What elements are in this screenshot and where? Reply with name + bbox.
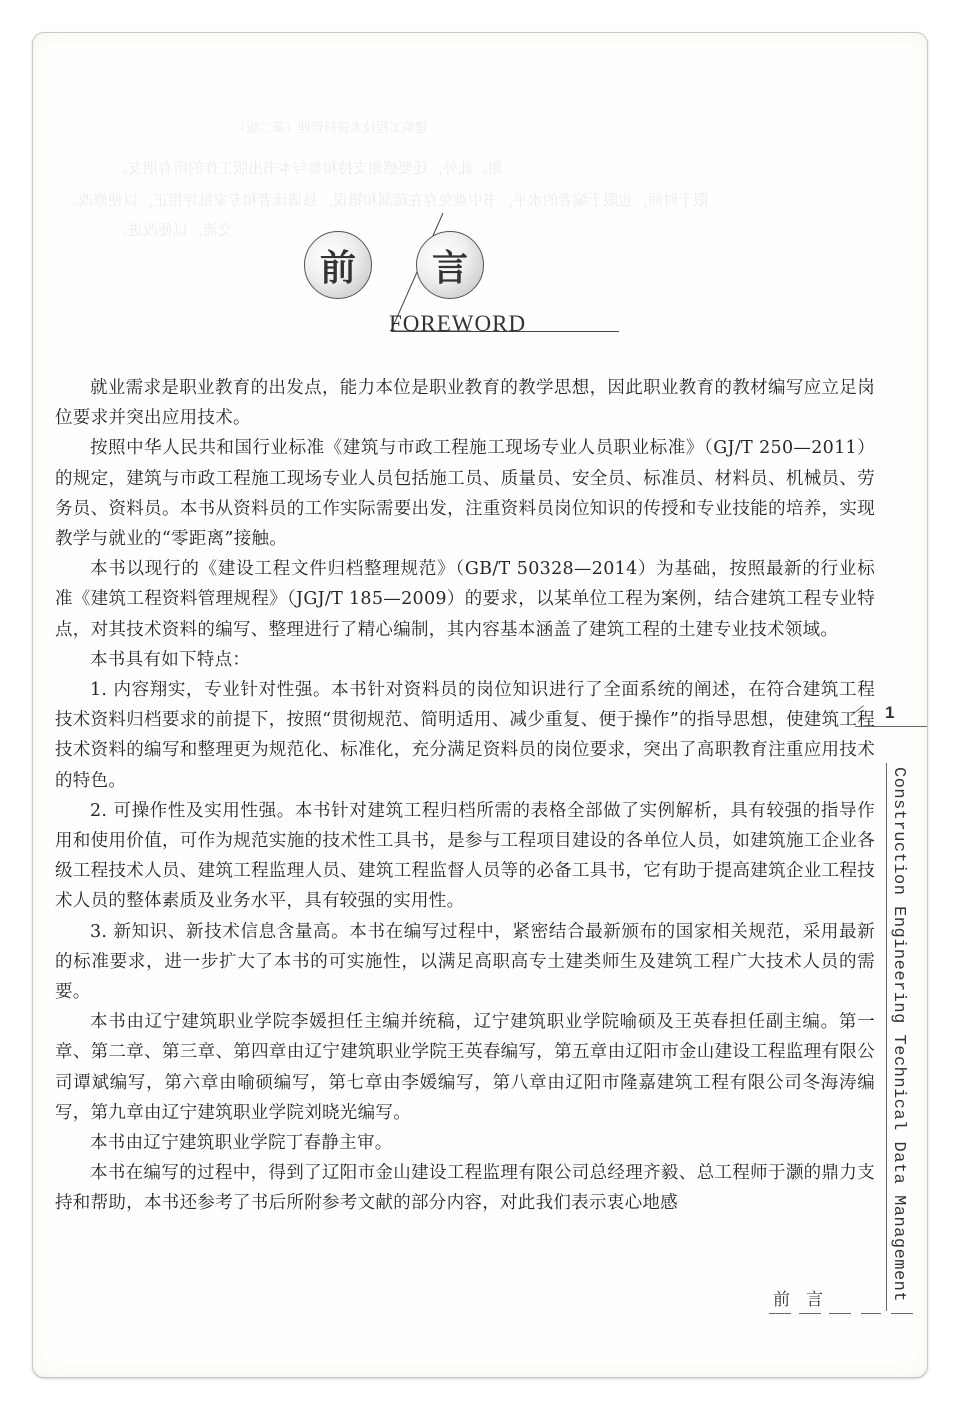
- running-title: Construction Engineering Technical Data Management: [889, 767, 908, 1303]
- side-tab-rule: [855, 726, 927, 727]
- paragraph: 本书在编写的过程中，得到了辽阳市金山建设工程监理有限公司总经理齐毅、总工程师于灏的鼎力支持和帮助，本书还参考了书后所附参考文献的部分内容，对此我们表示衷心地感: [55, 1163, 875, 1214]
- heading-char: 前: [319, 246, 356, 289]
- paragraph: 本书具有如下特点：: [90, 649, 251, 670]
- heading-english: FOREWORD: [389, 311, 527, 336]
- book-page: [32, 32, 928, 1378]
- bleed-through-line: 交流，以便改进。: [113, 221, 234, 239]
- bleed-through-line: 谢。此外，还要感谢支持和参与本书出版工作的所有朋友。: [113, 159, 504, 177]
- heading-char-circle: [304, 231, 372, 299]
- foreword-body: [55, 373, 875, 1219]
- heading-char: 言: [431, 246, 468, 289]
- paragraph: 2. 可操作性及实用性强。本书针对建筑工程归档所需的表格全部做了实例解析，具有较强的指导作用和使用价值，可作为规范实施的技术性工具书，是参与工程项目建设的各单位人员，如建筑施工企业各级工程技术人员、建筑工程监理人员、建筑工程监督人员等的必备工具书，它有助于提高建筑企业工程技术人员的整体素质及业务水平，具有较强的实用性。: [55, 800, 875, 912]
- paragraph: 按照中华人民共和国行业标准《建筑与市政工程施工现场专业人员职业标准》（GJ/T 250—2011）的规定，建筑与市政工程施工现场专业人员包括施工员、质量员、安全员、标准员、材料员、机械员、劳务员、资料员。本书从资料员的工作实际需要出发，注重资料员岗位知识的传授和专业技能的培养，实现教学与就业的“零距离”接触。: [55, 438, 875, 550]
- paragraph: 就业需求是职业教育的出发点，能力本位是职业教育的教学思想，因此职业教育的教材编写应立足岗位要求并突出应用技术。: [55, 378, 875, 429]
- footer-dashes: [769, 1313, 919, 1315]
- paragraph: 本书由辽宁建筑职业学院李媛担任主编并统稿，辽宁建筑职业学院喻硕及王英春担任副主编。第一章、第二章、第三章、第四章由辽宁建筑职业学院王英春编写，第五章由辽阳市金山建设工程监理有限公司谭斌编写，第六章由喻硕编写，第七章由李媛编写，第八章由辽阳市隆嘉建筑工程有限公司冬海涛编写，第九章由辽宁建筑职业学院刘晓光编写。: [55, 1012, 875, 1123]
- foreword-heading: [301, 213, 621, 336]
- page-number: 1: [885, 703, 895, 722]
- heading-char-circle: [416, 231, 484, 299]
- bleed-through-line: 限于时间，也限于编者的水平，书中难免存在疏漏和错误，恳请读者和专家批评指正，以便修改。: [63, 191, 709, 209]
- paragraph: 本书以现行的《建设工程文件归档整理规范》（GB/T 50328—2014）为基础，按照最新的行业标准《建筑工程资料管理规程》（JGJ/T 185—2009）的要求，以某单位工程为案例，结合建筑工程专业特点，对其技术资料的编写、整理进行了精心编制，其内容基本涵盖了建筑工程的土建专业技术领域。: [55, 559, 875, 640]
- paragraph: 3. 新知识、新技术信息含量高。本书在编写过程中，紧密结合最新颁布的国家相关规范，采用最新的标准要求，进一步扩大了本书的可实施性，以满足高职高专土建类师生及建筑工程广大技术人员的需要。: [55, 921, 875, 1003]
- paragraph: 1. 内容翔实，专业针对性强。本书针对资料员的岗位知识进行了全面系统的阐述，在符合建筑工程技术资料归档要求的前提下，按照“贯彻规范、简明适用、减少重复、便于操作”的指导思想，使建筑工程技术资料的编写和整理更为规范化、标准化，充分满足资料员的岗位要求，突出了高职教育注重应用技术的特色。: [55, 680, 875, 791]
- paragraph: 本书由辽宁建筑职业学院丁春静主审。: [90, 1133, 393, 1154]
- bleed-through-header: 建筑工程技术资料管理（第二版）: [233, 121, 429, 136]
- footer-section-title: 前言: [773, 1290, 839, 1310]
